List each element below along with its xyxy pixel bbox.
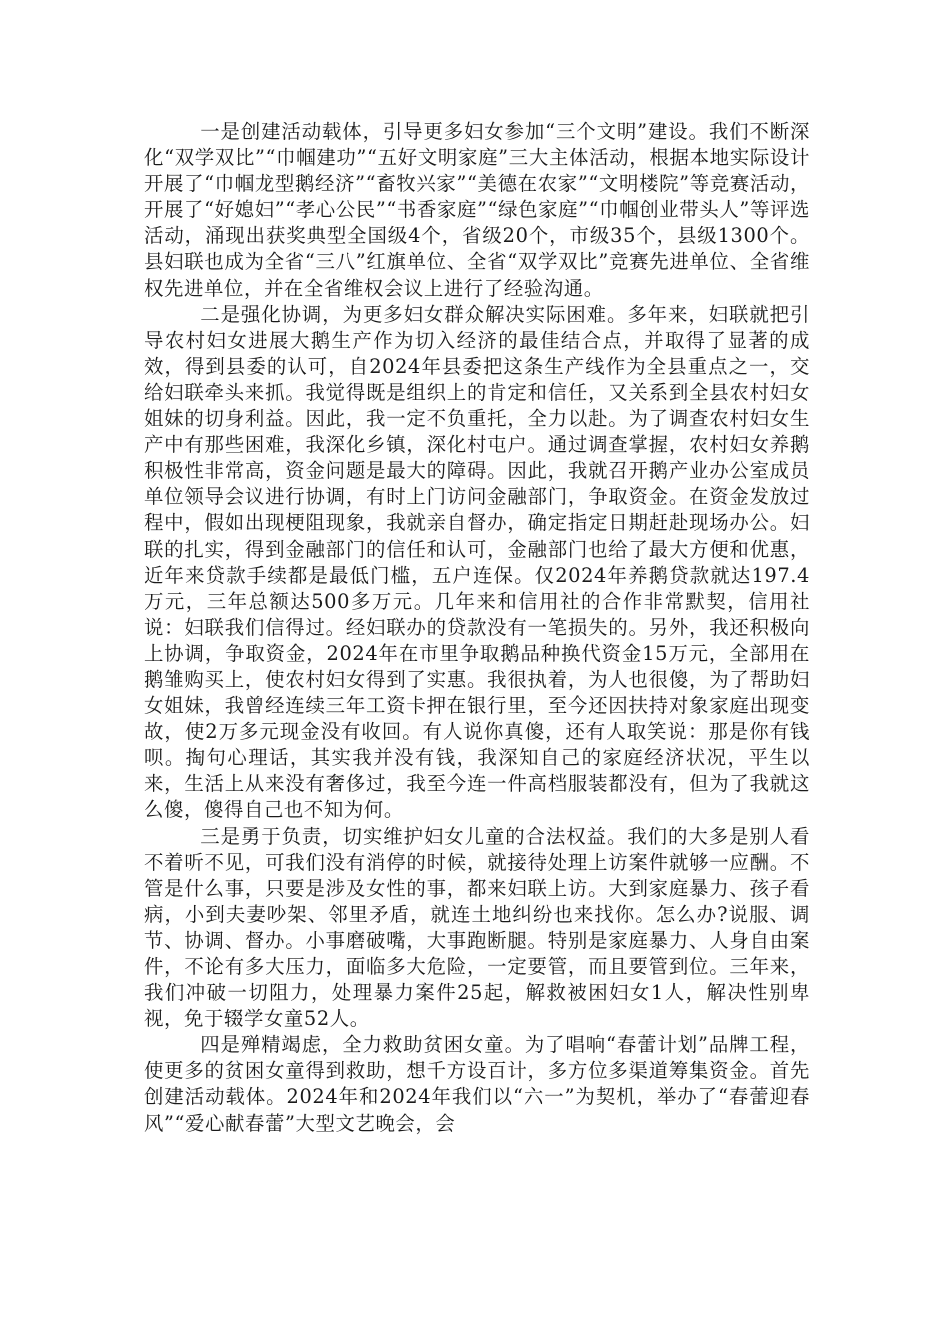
paragraph-3: 三是勇于负责，切实维护妇女儿童的合法权益。我们的大多是别人看不着听不见，可我们没有消停的时候，就接待处理上访案件就够一应酬。不管是什么事，只要是涉及女性的事，都来妇联上访。大到家庭暴力、孩子看病，小到夫妻吵架、邻里矛盾，就连土地纠纷也来找你。怎么办?说服、调节、协调、督办。小事磨破嘴，大事跑断腿。特别是家庭暴力、人身自由案件，不论有多大压力，面临多大危险，一定要管，而且要管到位。三年来，我们冲破一切阻力，处理暴力案件25起，解救被困妇女1人，解决性别卑视，免于辍学女童52人。 [144, 824, 810, 1031]
paragraph-2: 二是强化协调，为更多妇女群众解决实际困难。多年来，妇联就把引导农村妇女进展大鹅生产作为切入经济的最佳结合点，并取得了显著的成效，得到县委的认可，自2024年县委把这条生产线作为全县重点之一，交给妇联牵头来抓。我觉得既是组织上的肯定和信任，又关系到全县农村妇女姐妹的切身利益。因此，我一定不负重托，全力以赴。为了调查农村妇女生产中有那些困难，我深化乡镇，深化村屯户。通过调查掌握，农村妇女养鹅积极性非常高，资金问题是最大的障碍。因此，我就召开鹅产业办公室成员单位领导会议进行协调，有时上门访问金融部门，争取资金。在资金发放过程中，假如出现梗阻现象，我就亲自督办，确定指定日期赶赴现场办公。妇联的扎实，得到金融部门的信任和认可，金融部门也给了最大方便和优惠，近年来贷款手续都是最低门槛，五户连保。仅2024年养鹅贷款就达197.4万元，三年总额达500多万元。几年来和信用社的合作非常默契，信用社说：妇联我们信得过。经妇联办的贷款没有一笔损失的。另外，我还积极向上协调，争取资金，2024年在市里争取鹅品种换代资金15万元，全部用在鹅雏购买上，使农村妇女得到了实惠。我很执着，为人也很傻，为了帮助妇女姐妹，我曾经连续三年工资卡押在银行里，至今还因扶持对象家庭出现变故，使2万多元现金没有收回。有人说你真傻，还有人取笑说：那是你有钱呗。掏句心理话，其实我并没有钱，我深知自己的家庭经济状况，平生以来，生活上从来没有奢侈过，我至今连一件高档服装都没有，但为了我就这么傻，傻得自己也不知为何。 [144, 302, 810, 822]
paragraph-1: 一是创建活动载体，引导更多妇女参加“三个文明”建设。我们不断深化“双学双比”“巾帼建功”“五好文明家庭”三大主体活动，根据本地实际设计开展了“巾帼龙型鹅经济”“畜牧兴家”“美德在农家”“文明楼院”等竞赛活动，开展了“好媳妇”“孝心公民”“书香家庭”“绿色家庭”“巾帼创业带头人”等评选活动，涌现出获奖典型全国级4个，省级20个，市级35个，县级1300个。县妇联也成为全省“三八”红旗单位、全省“双学双比”竞赛先进单位、全省维权先进单位，并在全省维权会议上进行了经验沟通。 [144, 120, 810, 300]
document-body [144, 119, 810, 1137]
paragraph-4: 四是殚精竭虑，全力救助贫困女童。为了唱响“春蕾计划”品牌工程，使更多的贫困女童得到救助，想千方设百计，多方位多渠道筹集资金。首先创建活动载体。2024年和2024年我们以“六一”为契机，举办了“春蕾迎春风”“爱心献春蕾”大型文艺晚会，会 [144, 1033, 810, 1135]
